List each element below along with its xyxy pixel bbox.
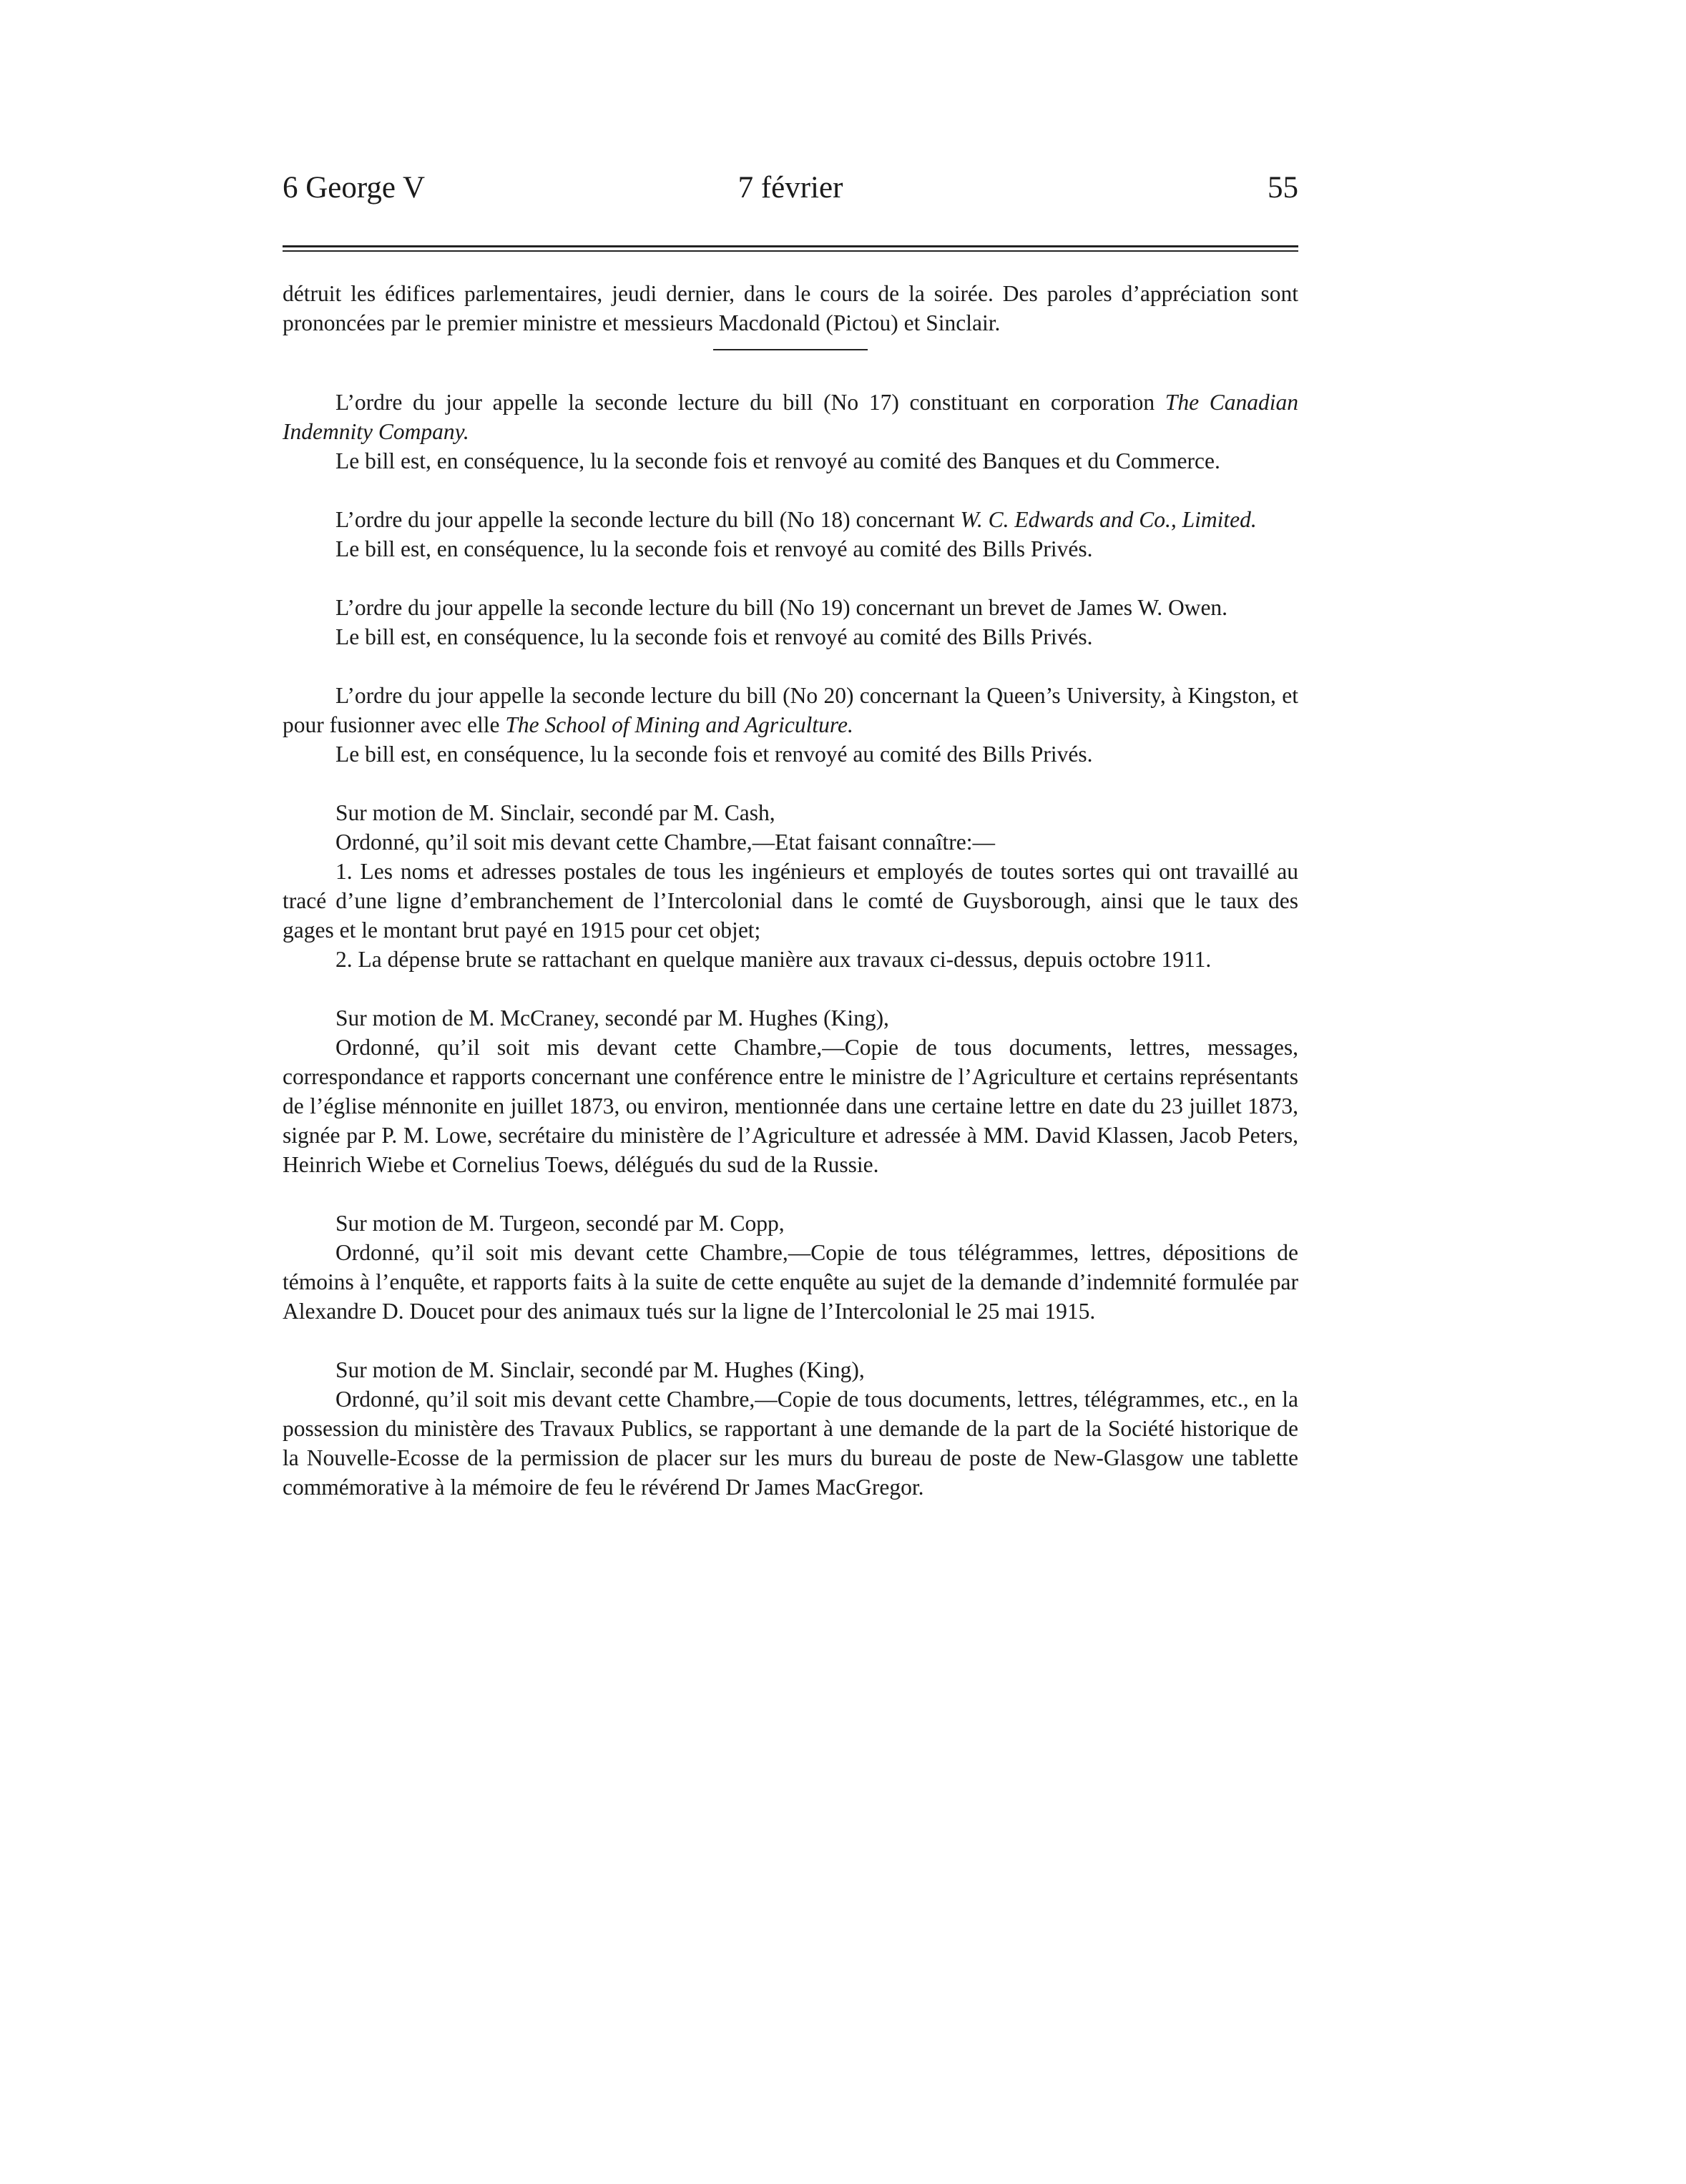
motion-4-order: Ordonné, qu’il soit mis devant cette Chambre,—Copie de tous documents, lettres, télégrammes, etc., en la possession du ministère des Travaux Publics, se rapportant à une demande de la part de la Société historique de la Nouvelle-Ecosse de la permission de placer sur les murs du bureau de poste de New-Glasgow une tablette commémorative à la mémoire de feu le révérend Dr James MacGregor. xyxy=(283,1387,1298,1500)
header-date: 7 février xyxy=(737,171,843,205)
motion-1-order: Ordonné, qu’il soit mis devant cette Chambre,—Etat faisant connaître:— xyxy=(335,830,995,855)
bill-19-order: L’ordre du jour appelle la seconde lecture du bill (No 19) concernant un brevet de James W. Owen. xyxy=(335,595,1228,620)
motion-2-order: Ordonné, qu’il soit mis devant cette Chambre,—Copie de tous documents, lettres, messages, correspondance et rapports concernant une conférence entre le ministre de l’Agriculture et certains représentants de l’église ménnonite en juillet 1873, ou environ, mentionnée dans une certaine lettre en date du 23 juillet 1873, signée par P. M. Lowe, secrétaire du ministère de l’Agriculture et adressée à MM. David Klassen, Jacob Peters, Heinrich Wiebe et Cornelius Toews, délégués du sud de la Russie. xyxy=(283,1035,1298,1177)
intro-paragraph: détruit les édifices parlementaires, jeudi dernier, dans le cours de la soirée. Des paroles d’appréciation sont prononcées par le premier ministre et messieurs Macdonald (Pictou) et Sinclair. xyxy=(283,281,1298,335)
bill-18-order: L’ordre du jour appelle la seconde lecture du bill (No 18) concernant W. C. Edwards and Co., Limited. xyxy=(335,507,1257,532)
page-number: 55 xyxy=(1268,171,1298,205)
bill-19-result: Le bill est, en conséquence, lu la seconde fois et renvoyé au comité des Bills Privés. xyxy=(335,624,1093,649)
bill-20-result: Le bill est, en conséquence, lu la seconde fois et renvoyé au comité des Bills Privés. xyxy=(335,742,1093,767)
motion-4-mover: Sur motion de M. Sinclair, secondé par M. Hughes (King), xyxy=(335,1357,865,1382)
bill-18-result: Le bill est, en conséquence, lu la seconde fois et renvoyé au comité des Bills Privés. xyxy=(335,536,1093,561)
bill-18-company-name: W. C. Edwards and Co., Limited. xyxy=(960,507,1257,532)
bill-17-company-name: The Canadian Indemnity Company. xyxy=(283,390,1299,444)
section-separator xyxy=(713,349,868,350)
page-body xyxy=(283,279,1298,1502)
bill-20-order: L’ordre du jour appelle la seconde lecture du bill (No 20) concernant la Queen’s University, à Kingston, et pour fusionner avec elle The School of Mining and Agriculture. xyxy=(283,683,1298,737)
motion-2-mover: Sur motion de M. McCraney, secondé par M. Hughes (King), xyxy=(335,1005,889,1030)
motion-3-mover: Sur motion de M. Turgeon, secondé par M. Copp, xyxy=(335,1211,785,1236)
motion-1-item-2: 2. La dépense brute se rattachant en quelque manière aux travaux ci-dessus, depuis octobre 1911. xyxy=(335,947,1212,972)
motion-1-mover: Sur motion de M. Sinclair, secondé par M. Cash, xyxy=(335,800,775,825)
bill-17-result: Le bill est, en conséquence, lu la seconde fois et renvoyé au comité des Banques et du Commerce. xyxy=(335,448,1220,473)
bill-20-school-name: The School of Mining and Agriculture. xyxy=(505,712,853,737)
header-double-rule xyxy=(283,245,1298,252)
bill-17-order: L’ordre du jour appelle la seconde lecture du bill (No 17) constituant en corporation The Canadian Indemnity Company. xyxy=(283,390,1299,444)
motion-3-order: Ordonné, qu’il soit mis devant cette Chambre,—Copie de tous télégrammes, lettres, dépositions de témoins à l’enquête, et rapports faits à la suite de cette enquête au sujet de la demande d’indemnité formulée par Alexandre D. Doucet pour des animaux tués sur la ligne de l’Intercolonial le 25 mai 1915. xyxy=(283,1240,1298,1324)
header-regnal-year: 6 George V xyxy=(283,171,426,205)
motion-1-item-1: 1. Les noms et adresses postales de tous les ingénieurs et employés de toutes sortes qui ont travaillé au tracé d’une ligne d’embranchement de l’Intercolonial dans le comté de Guysborough, ainsi que le taux des gages et le montant brut payé en 1915 pour cet objet; xyxy=(283,859,1298,943)
running-header xyxy=(283,170,1298,220)
